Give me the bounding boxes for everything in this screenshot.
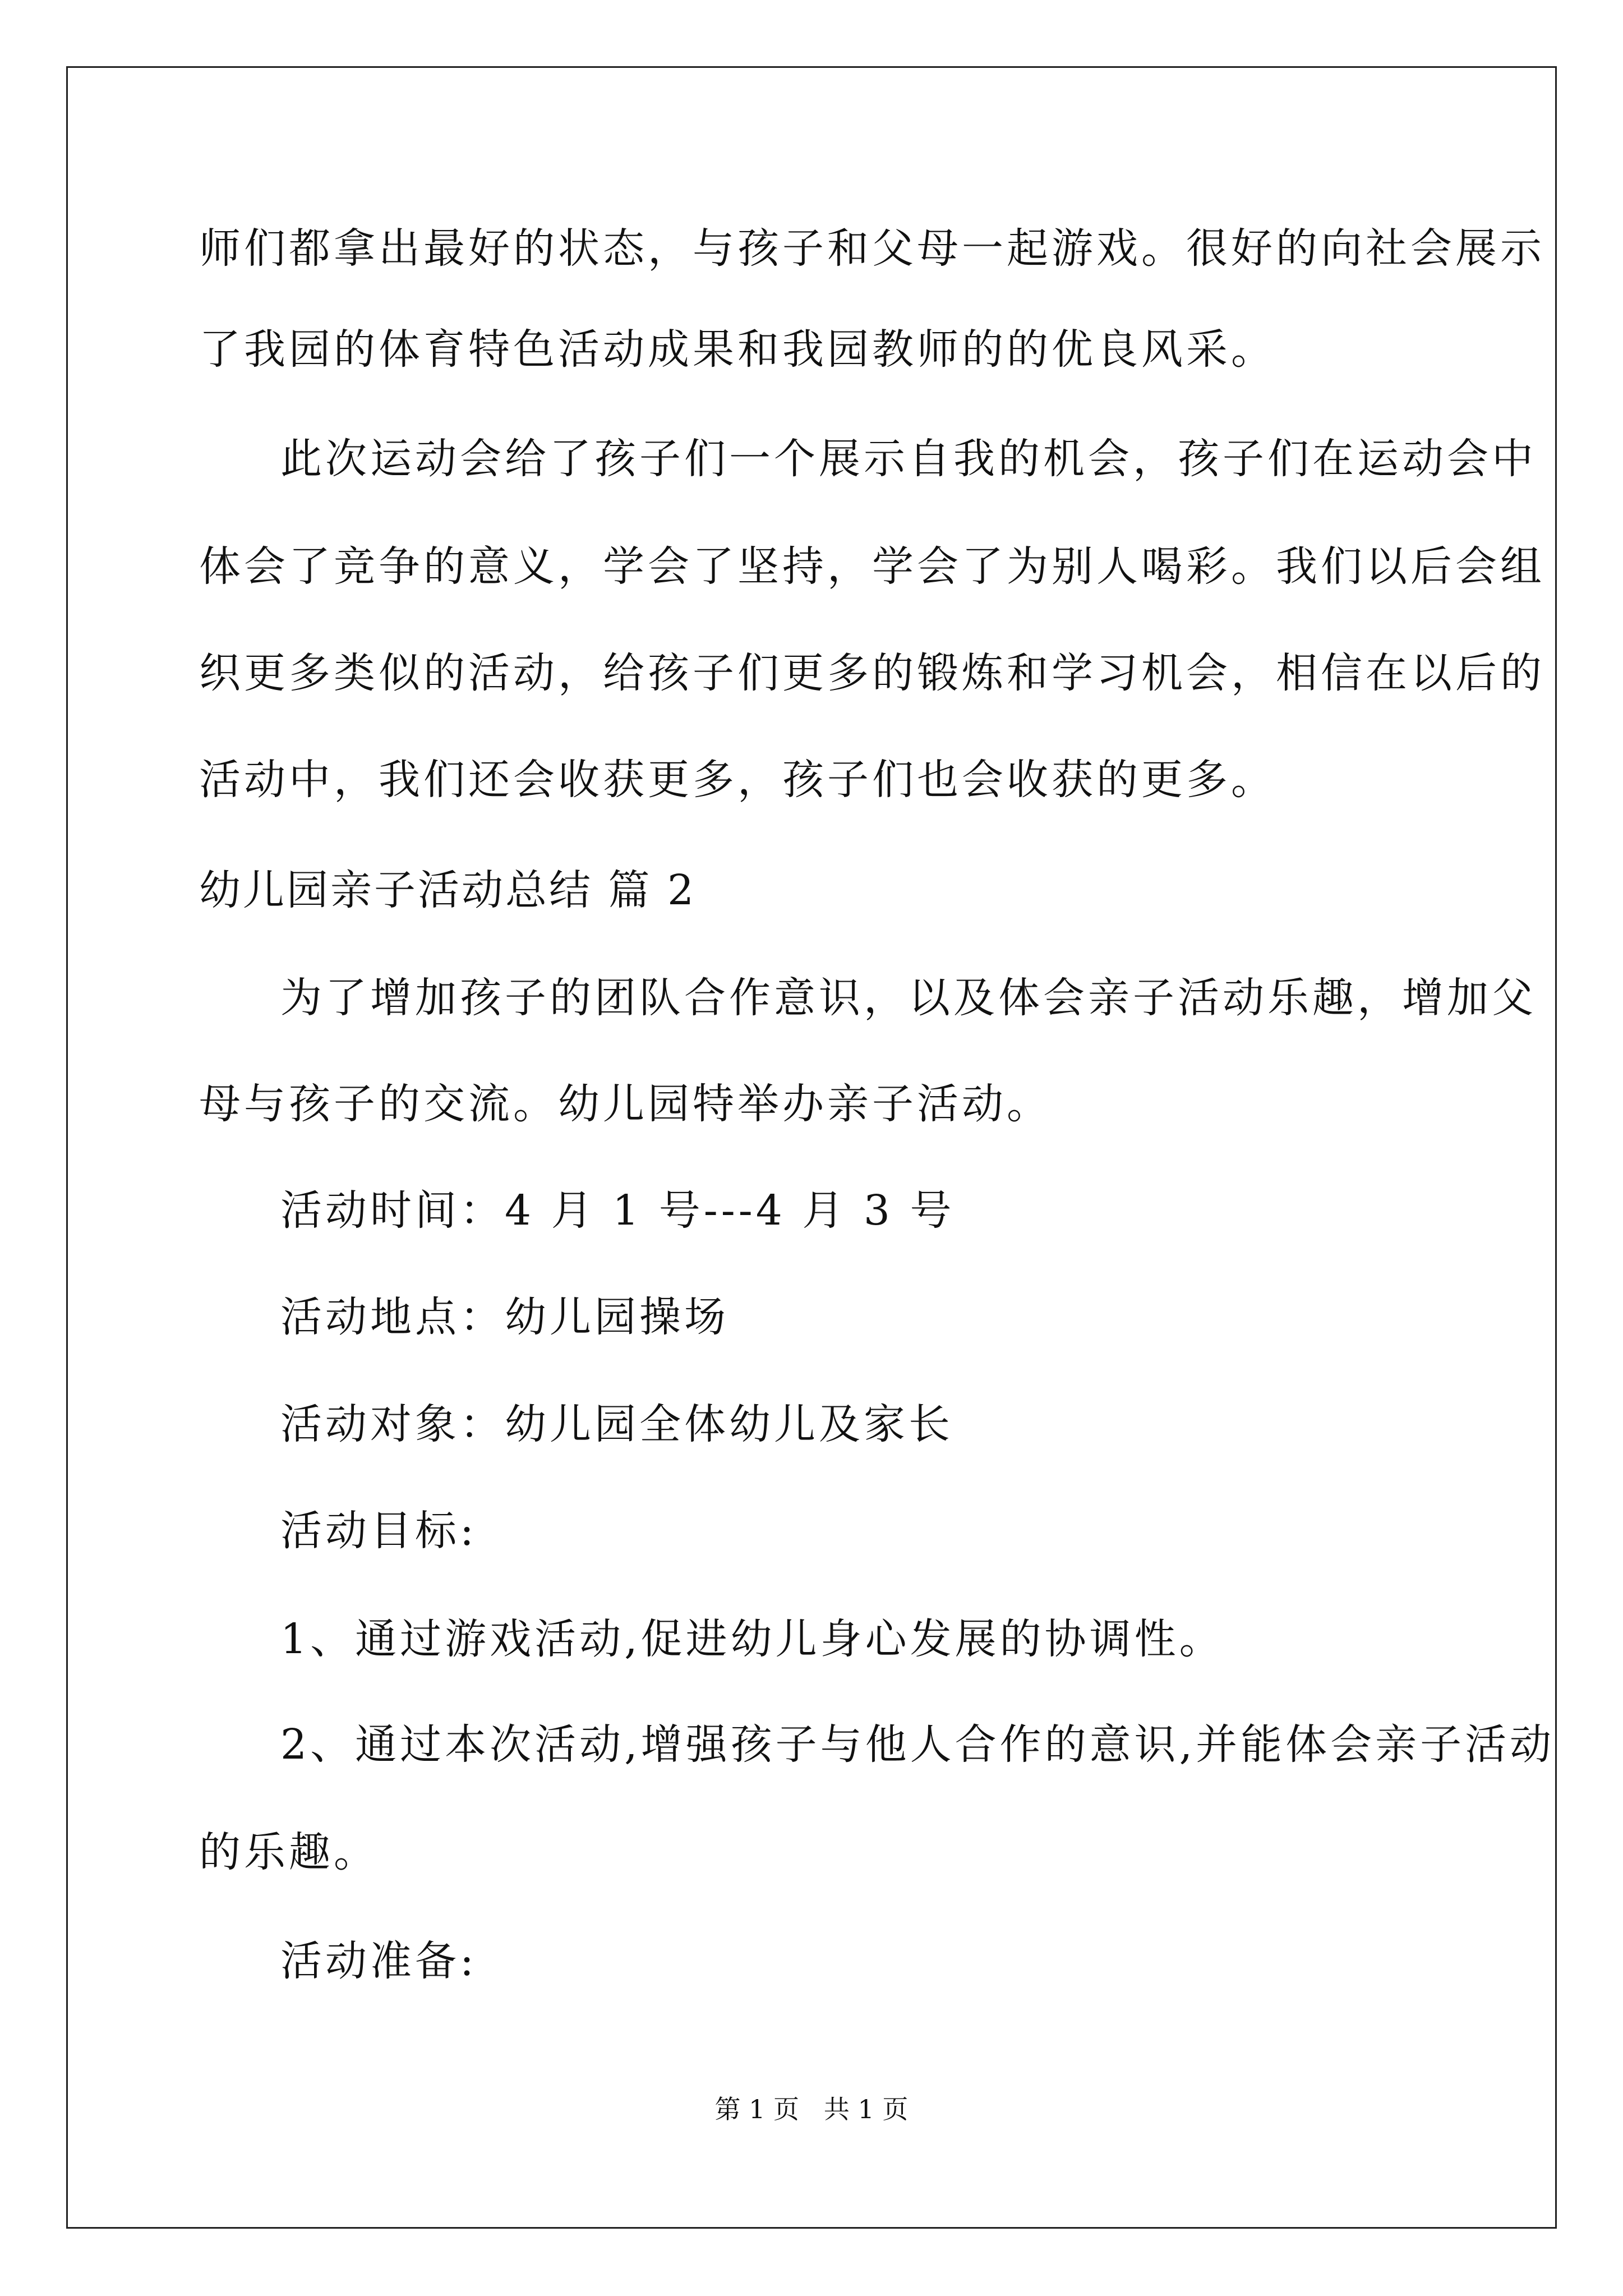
paragraph-line: 体会了竞争的意义，学会了坚持，学会了为别人喝彩。我们以后会组 — [199, 542, 1545, 591]
paragraph-line: 为了增加孩子的团队合作意识，以及体会亲子活动乐趣，增加父 — [280, 974, 1537, 1022]
paragraph-line: 师们都拿出最好的状态，与孩子和父母一起游戏。很好的向社会展示 — [199, 224, 1545, 273]
page-footer: 第 1 页 共 1 页 — [714, 2094, 909, 2124]
paragraph-line: 活动中，我们还会收获更多，孩子们也会收获的更多。 — [199, 756, 1276, 804]
paragraph-line: 母与孩子的交流。幼儿园特举办亲子活动。 — [199, 1080, 1052, 1128]
section-heading: 幼儿园亲子活动总结 篇 2 — [199, 866, 697, 914]
activity-target: 活动对象：幼儿园全体幼儿及家长 — [280, 1400, 953, 1448]
activity-time: 活动时间：4 月 1 号---4 月 3 号 — [280, 1186, 955, 1235]
goal-item-2-continued: 的乐趣。 — [199, 1828, 379, 1876]
page-border — [66, 66, 1557, 2229]
activity-place: 活动地点：幼儿园操场 — [280, 1293, 729, 1341]
activity-goals-label: 活动目标: — [280, 1507, 477, 1555]
goal-item-1: 1、通过游戏活动,促进幼儿身心发展的协调性。 — [280, 1615, 1224, 1663]
paragraph-line: 织更多类似的活动，给孩子们更多的锻炼和学习机会，相信在以后的 — [199, 649, 1545, 697]
paragraph-line: 此次运动会给了孩子们一个展示自我的机会，孩子们在运动会中 — [280, 435, 1537, 483]
goal-item-2: 2、通过本次活动,增强孩子与他人合作的意识,并能体会亲子活动 — [280, 1720, 1555, 1769]
paragraph-line: 了我园的体育特色活动成果和我园教师的的优良风采。 — [199, 325, 1276, 374]
activity-prep-label: 活动准备: — [280, 1937, 477, 1985]
